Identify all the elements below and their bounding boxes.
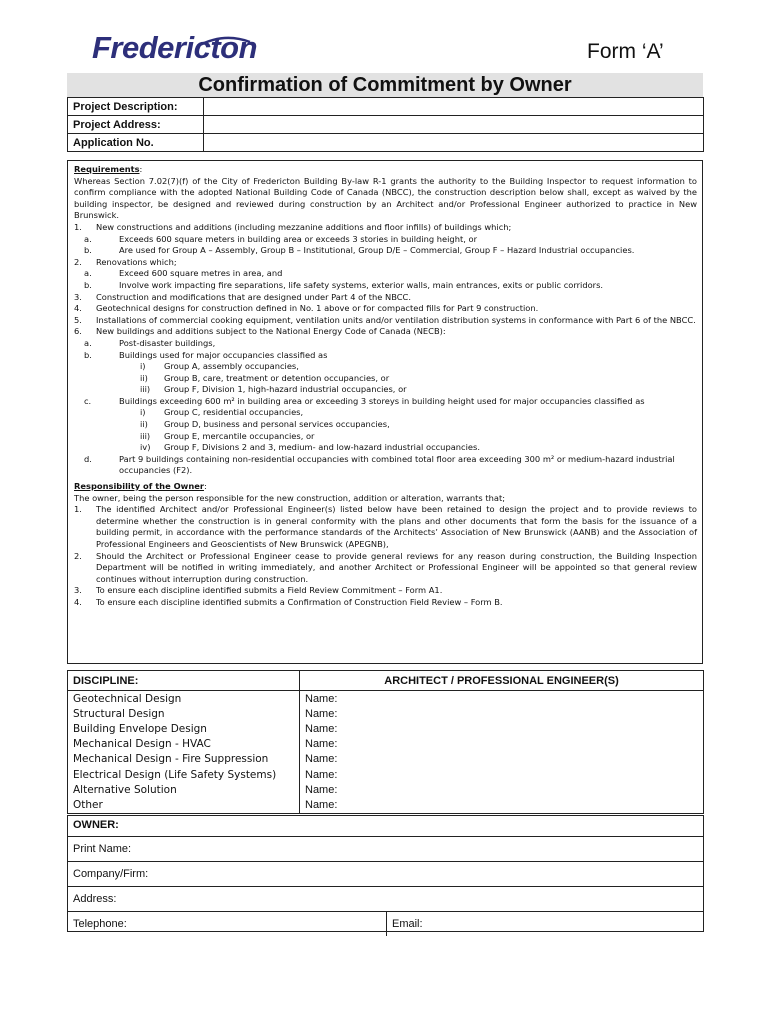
responsibility-item bbox=[74, 551, 697, 586]
requirement-subitem bbox=[74, 245, 697, 257]
subitem-text: Involve work impacting fire separations, life safety systems, exterior walls, main entrances, exits or public corridors. bbox=[119, 279, 604, 290]
item-text: New constructions and additions (including mezzanine additions and floor infills) of buildings which; bbox=[96, 221, 512, 232]
discipline-label: Other bbox=[68, 797, 300, 813]
subsubitem-text: Group E, mercantile occupancies, or bbox=[164, 430, 315, 441]
owner-address-field[interactable] bbox=[68, 887, 703, 912]
subsubitem-numeral: i) bbox=[140, 407, 146, 418]
subsubitem-numeral: iii) bbox=[140, 430, 151, 441]
requirement-item bbox=[74, 326, 697, 338]
requirement-item bbox=[74, 257, 697, 269]
engineer-name-field[interactable]: Name: bbox=[300, 737, 704, 752]
item-text: Installations of commercial cooking equipment, ventilation units and/or ventilation distribution systems in conformance with Part 6 of the NBCC. bbox=[96, 314, 696, 325]
subitem-letter: b. bbox=[84, 245, 92, 256]
subitem-text: Exceed 600 square metres in area, and bbox=[119, 268, 283, 279]
discipline-table bbox=[67, 670, 704, 814]
requirement-subitem bbox=[74, 268, 697, 280]
subsubitem-numeral: ii) bbox=[140, 419, 148, 430]
responsibility-item bbox=[74, 504, 697, 550]
item-text: Should the Architect or Professional Engineer cease to provide general reviews for any reason during construction, the Building Inspection Department will be notified in writing immediately, and another Architect or Professional Engineer will be appointed so that general review continues without interruption during construction. bbox=[96, 550, 697, 584]
requirement-subsubitem bbox=[74, 431, 697, 443]
requirement-item bbox=[74, 292, 697, 304]
subsubitem-text: Group F, Division 1, high-hazard industrial occupancies, or bbox=[164, 384, 407, 395]
subsubitem-numeral: i) bbox=[140, 361, 146, 372]
subsubitem-text: Group B, care, treatment or detention occupancies, or bbox=[164, 372, 390, 383]
address-label: Address: bbox=[73, 893, 117, 905]
discipline-label: Geotechnical Design bbox=[68, 691, 300, 707]
project-address-field[interactable] bbox=[204, 116, 704, 134]
subitem-letter: b. bbox=[84, 349, 92, 360]
email-label: Email: bbox=[392, 918, 423, 930]
responsibility-item bbox=[74, 597, 697, 609]
discipline-row bbox=[68, 737, 704, 752]
discipline-label: Mechanical Design - HVAC bbox=[68, 737, 300, 752]
subitem-text: Buildings exceeding 600 m² in building area or exceeding 3 storeys in building height used for major occupancies classified as bbox=[119, 395, 645, 406]
engineer-name-field[interactable]: Name: bbox=[300, 691, 704, 707]
engineer-name-field[interactable]: Name: bbox=[300, 752, 704, 767]
requirement-subitem bbox=[74, 396, 697, 408]
subsubitem-text: Group F, Divisions 2 and 3, medium- and low-hazard industrial occupancies. bbox=[164, 442, 480, 453]
item-number: 3. bbox=[74, 585, 82, 596]
requirement-subsubitem bbox=[74, 419, 697, 431]
item-number: 3. bbox=[74, 291, 82, 302]
subsubitem-text: Group D, business and personal services occupancies, bbox=[164, 419, 390, 430]
discipline-label: Building Envelope Design bbox=[68, 721, 300, 736]
item-number: 1. bbox=[74, 504, 82, 515]
item-number: 4. bbox=[74, 303, 82, 314]
discipline-row bbox=[68, 706, 704, 721]
engineer-name-field[interactable]: Name: bbox=[300, 782, 704, 797]
owner-company-field[interactable] bbox=[68, 862, 703, 887]
project-address-row bbox=[68, 116, 704, 134]
project-description-row bbox=[68, 98, 704, 116]
telephone-label: Telephone: bbox=[73, 918, 127, 930]
application-number-label: Application No. bbox=[68, 134, 204, 152]
requirement-subitem bbox=[74, 280, 697, 292]
engineer-name-field[interactable]: Name: bbox=[300, 706, 704, 721]
project-info-table bbox=[67, 97, 704, 152]
owner-contact-row bbox=[68, 912, 703, 936]
owner-section bbox=[67, 815, 704, 932]
subitem-letter: a. bbox=[84, 233, 92, 244]
discipline-column-header: DISCIPLINE: bbox=[68, 671, 300, 691]
subsubitem-numeral: iii) bbox=[140, 384, 151, 395]
print-name-label: Print Name: bbox=[73, 843, 132, 855]
engineer-name-field[interactable]: Name: bbox=[300, 767, 704, 782]
subsubitem-numeral: iv) bbox=[140, 442, 151, 453]
discipline-label: Mechanical Design - Fire Suppression bbox=[68, 752, 300, 767]
discipline-table-header bbox=[68, 671, 704, 691]
engineer-name-field[interactable]: Name: bbox=[300, 797, 704, 813]
responsibility-item bbox=[74, 585, 697, 597]
item-text: Construction and modifications that are designed under Part 4 of the NBCC. bbox=[96, 291, 411, 302]
discipline-row bbox=[68, 752, 704, 767]
application-number-row bbox=[68, 134, 704, 152]
requirement-subitem bbox=[74, 234, 697, 246]
requirement-subsubitem bbox=[74, 407, 697, 419]
subitem-letter: b. bbox=[84, 279, 92, 290]
logo-swoosh-icon bbox=[196, 36, 252, 50]
item-text: To ensure each discipline identified submits a Confirmation of Construction Field Review – Form B. bbox=[96, 596, 503, 607]
discipline-row bbox=[68, 721, 704, 736]
requirement-subsubitem bbox=[74, 373, 697, 385]
subsubitem-numeral: ii) bbox=[140, 372, 148, 383]
item-number: 1. bbox=[74, 221, 82, 232]
item-number: 5. bbox=[74, 314, 82, 325]
subitem-text: Buildings used for major occupancies classified as bbox=[119, 349, 328, 360]
requirement-subsubitem bbox=[74, 361, 697, 373]
form-id: Form ‘A’ bbox=[587, 40, 664, 63]
requirement-item bbox=[74, 303, 697, 315]
requirements-heading: Requirements bbox=[74, 164, 140, 174]
item-number: 2. bbox=[74, 550, 82, 561]
responsibility-intro: The owner, being the person responsible for the new construction, addition or alteration, warrants that; bbox=[74, 492, 506, 503]
discipline-row bbox=[68, 767, 704, 782]
subitem-letter: a. bbox=[84, 337, 92, 348]
owner-heading: OWNER: bbox=[68, 816, 703, 837]
item-number: 6. bbox=[74, 326, 82, 337]
subitem-letter: a. bbox=[84, 268, 92, 279]
requirement-subitem bbox=[74, 454, 697, 477]
application-number-field[interactable] bbox=[204, 134, 704, 152]
fredericton-logo: Fredericton bbox=[92, 30, 258, 65]
requirements-intro: Whereas Section 7.02(7)(f) of the City of Fredericton Building By-law R-1 grants the authority to the Building Inspector to request information to confirm compliance with the adopted National Building Code of Canada (NBCC), the construction description below shall, except as waived by the building inspector, be designed and reviewed during construction by an Architect and/or Professional Engineer authorized to practice in New Brunswick. bbox=[74, 175, 697, 221]
requirement-item bbox=[74, 222, 697, 234]
discipline-label: Alternative Solution bbox=[68, 782, 300, 797]
subitem-text: Post-disaster buildings, bbox=[119, 337, 216, 348]
requirements-section: Requirements: Whereas Section 7.02(7)(f) of the City of Fredericton Building By-law R-1 grants the authority to the Building Inspector to request information to confirm compliance with the adopted National Building Code of Canada (NBCC), the construction description below shall, except as waived by the building inspector, be designed and reviewed during construction by an Architect and/or Professional Engineer authorized to practice in New Brunswick. 1. New constructions and additions (including mezzanine additions and floor infills) of buildings which; a. Exceeds 600 square meters in building area or exceeds 3 stories in building height, or b. Are used for Group A – Assembly, Group B – Institutional, Group D/E – Commercial, Group F – Hazard Industrial occupancies. 2. Renovations which; a. Exceed 600 square metres in area, and b. Involve work impacting fire separations, life safety systems, exterior walls, main entrances, exits or public corridors. 3. Construction and modifications that are designed under Part 4 of the NBCC. 4. Geotechnical designs for construction defined in No. 1 above or for compacted fills for Part 9 construction. 5. Installations of commercial cooking equipment, ventilation units and/or ventilation distribution systems in conformance with Part 6 of the NBCC. 6. New buildings and additions subject to the National Energy Code of Canada (NECB): a. Post-disaster buildings, b. Buildings used for major occupancies classified as i) Group A, assembly occupancies, ii) Group B, care, treatment or detention occupancies, or iii) Group F, Division 1, high-hazard industrial occupancies, or c. Buildings exceeding 600 m² in building area or exceeding 3 storeys in building height used for major occupancies classified as i) Group C, residential occupancies, ii) Group D, business and personal services occupancies, iii) Group E, mercantile occupancies, or iv) Group F, Divisions 2 and 3, medium- and low-hazard industrial occupancies. d. Part 9 buildings containing non-residential occupancies with combined total floor area exceeding 300 m² or medium-hazard industrial occupancies (F2). Responsibility of the Owner: The owner, being the person responsible for the new construction, addition or alteration, warrants that; 1. The identified Architect and/or Professional Engineer(s) listed below have been retained to design the project and to provide reviews to determine whether the construction is in general conformity with the plans and other documents that form the basis for the issuance of a building permit, in accordance with the performance standards of the Architects’ Association of New Brunswick (AANB) and the Association of Professional Engineers and Geoscientists of New Brunswick (APEGNB), 2. Should the Architect or Professional Engineer cease to provide general reviews for any reason during construction, the Building Inspection Department will be notified in writing immediately, and another Architect or Professional Engineer will be appointed so that general review continues without interruption during construction. 3. To ensure each discipline identified submits a Field Review Commitment – Form A1. 4. To ensure each discipline identified submits a Confirmation of Construction Field Review – Form B. bbox=[67, 160, 703, 664]
telephone-field[interactable] bbox=[73, 918, 127, 930]
discipline-row bbox=[68, 691, 704, 707]
subsubitem-text: Group C, residential occupancies, bbox=[164, 407, 304, 418]
owner-print-name-field[interactable] bbox=[68, 837, 703, 862]
item-text: The identified Architect and/or Professional Engineer(s) listed below have been retained to design the project and to provide reviews to determine whether the construction is in general conformity with the plans and other documents that form the basis for the issuance of a building permit, in accordance with the performance standards of the Architects’ Association of New Brunswick (AANB) and the Association of Professional Engineers and Geoscientists of New Brunswick (APEGNB), bbox=[96, 504, 697, 549]
item-text: New buildings and additions subject to the National Energy Code of Canada (NECB): bbox=[96, 326, 446, 337]
requirement-item bbox=[74, 315, 697, 327]
requirement-subsubitem bbox=[74, 442, 697, 454]
subitem-text: Part 9 buildings containing non-residential occupancies with combined total floor area exceeding 300 m² or medium-hazard industrial occupancies (F2). bbox=[119, 453, 675, 476]
discipline-row bbox=[68, 782, 704, 797]
discipline-row bbox=[68, 797, 704, 813]
requirement-subsubitem bbox=[74, 384, 697, 396]
item-text: Renovations which; bbox=[96, 256, 177, 267]
company-label: Company/Firm: bbox=[73, 868, 149, 880]
project-description-field[interactable] bbox=[204, 98, 704, 116]
item-text: To ensure each discipline identified submits a Field Review Commitment – Form A1. bbox=[96, 585, 443, 596]
engineer-name-field[interactable]: Name: bbox=[300, 721, 704, 736]
subitem-text: Exceeds 600 square meters in building area or exceeds 3 stories in building height, or bbox=[119, 233, 477, 244]
requirement-subitem bbox=[74, 338, 697, 350]
subitem-text: Are used for Group A – Assembly, Group B – Institutional, Group D/E – Commercial, Group F – Hazard Industrial occupancies. bbox=[119, 245, 635, 256]
item-number: 2. bbox=[74, 256, 82, 267]
responsibility-heading: Responsibility of the Owner bbox=[74, 481, 204, 492]
architect-column-header: ARCHITECT / PROFESSIONAL ENGINEER(S) bbox=[300, 671, 704, 691]
email-field[interactable] bbox=[386, 912, 423, 936]
subitem-letter: c. bbox=[84, 395, 92, 406]
subsubitem-text: Group A, assembly occupancies, bbox=[164, 361, 299, 372]
page-title: Confirmation of Commitment by Owner bbox=[67, 73, 703, 97]
project-description-label: Project Description: bbox=[68, 98, 204, 116]
discipline-label: Electrical Design (Life Safety Systems) bbox=[68, 767, 300, 782]
item-text: Geotechnical designs for construction defined in No. 1 above or for compacted fills for Part 9 construction. bbox=[96, 303, 539, 314]
discipline-label: Structural Design bbox=[68, 706, 300, 721]
requirement-subitem bbox=[74, 350, 697, 362]
item-number: 4. bbox=[74, 596, 82, 607]
subitem-letter: d. bbox=[84, 453, 92, 464]
project-address-label: Project Address: bbox=[68, 116, 204, 134]
